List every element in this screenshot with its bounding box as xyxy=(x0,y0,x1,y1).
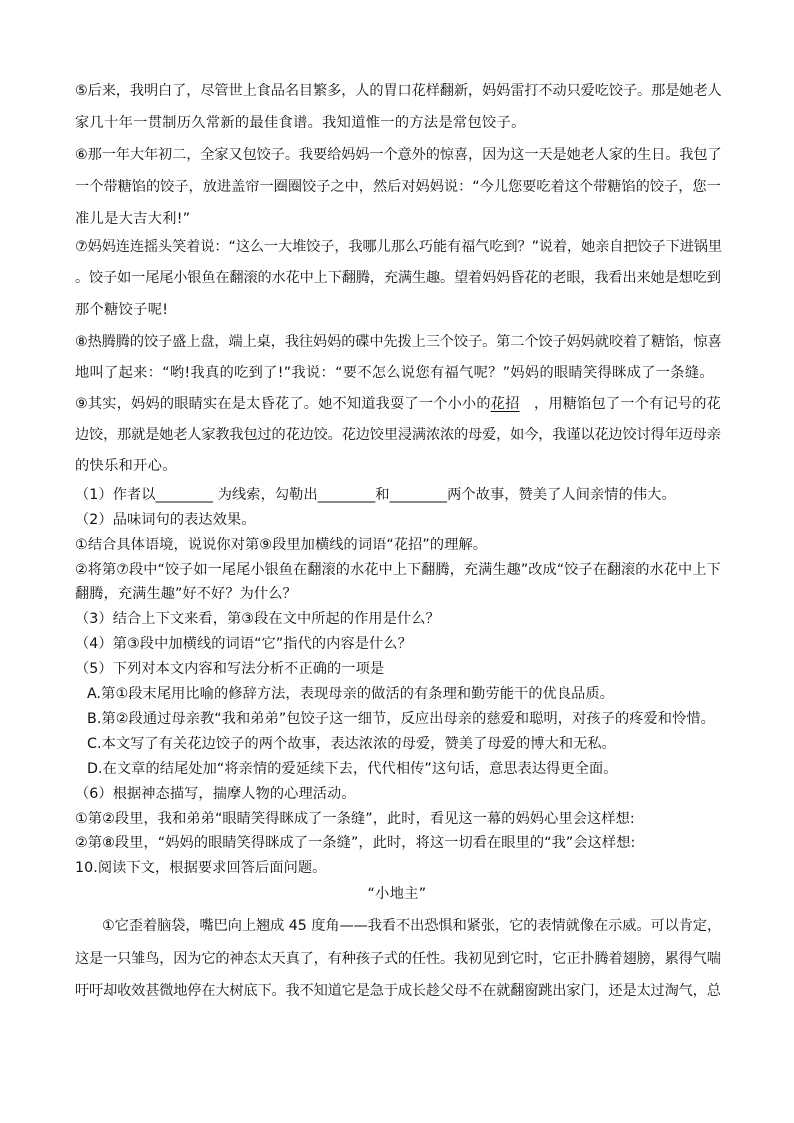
section-10-line-3: 吁吁却收效甚微地停在大树底下。我不知道它是急于成长趁父母不在就翻窗跳出家门，还是太过淘气，总 xyxy=(75,983,721,999)
question-2-part-2-line-2: 翻腾，充满生趣”好不好？为什么？ xyxy=(75,586,297,602)
paragraph-6-line-3: 准儿是大吉大利!” xyxy=(75,211,191,227)
paragraph-9-line-3: 的快乐和开心。 xyxy=(75,458,177,474)
section-10-title: “小地主” xyxy=(367,886,427,902)
section-10-intro: 10.阅读下文，根据要求回答后面问题。 xyxy=(75,860,327,876)
paragraph-9-line-1 xyxy=(75,394,721,414)
question-5-option-c: C.本文写了有关花边饺子的两个故事，表达浓浓的母爱，赞美了母爱的博大和无私。 xyxy=(87,736,616,752)
question-6-part-1: ①第②段里，我和弟弟“眼睛笑得眯成了一条缝”，此时，看见这一幕的妈妈心里会这样想: xyxy=(75,811,635,827)
paragraph-9-line-1-end: ，用糖馅包了一个有记号的花 xyxy=(519,396,721,412)
question-6: （6）根据神态描写，揣摩人物的心理活动。 xyxy=(75,786,356,802)
question-5-option-a: A.第①段末尾用比喻的修辞方法，表现母亲的做活的有条理和勤劳能干的优良品质。 xyxy=(87,686,615,702)
paragraph-9-line-2: 边饺，那就是她老人家教我包过的花边饺。花边饺里浸满浓浓的母爱，如今，我谨以花边饺讨得年迈母亲 xyxy=(75,427,721,443)
question-2-part-2-line-1: ②将第⑦段中“饺子如一尾尾小银鱼在翻滚的水花中上下翻腾，充满生趣”改成“饺子在翻滚的水花中上下 xyxy=(75,562,721,578)
question-6-part-2: ②第⑧段里，“妈妈的眼睛笑得眯成了一条缝”，此时，将这一切看在眼里的“我”会这样想: xyxy=(75,835,636,851)
paragraph-8-line-2: 地叫了起来：“哟!我真的吃到了!”我说：“要不怎么说您有福气呢？”妈妈的眼睛笑得眯成了一条缝。 xyxy=(75,365,714,381)
section-10-line-2: 这是一只雏鸟，因为它的神态太天真了，有种孩子式的任性。我初见到它时，它正扑腾着翅膀，累得气喘 xyxy=(75,951,721,967)
question-4: （4）第③段中加横线的词语“它”指代的内容是什么？ xyxy=(75,636,412,652)
question-5-option-b: B.第②段通过母亲教“我和弟弟”包饺子这一细节，反应出母亲的慈爱和聪明，对孩子的疼爱和怜惜。 xyxy=(87,711,715,727)
paragraph-5-line-2: 家几十年一贯制历久常新的最佳食谱。我知道惟一的方法是常包饺子。 xyxy=(75,115,526,131)
paragraph-6-line-1: ⑥那一年大年初二，全家又包饺子。我要给妈妈一个意外的惊喜，因为这一天是她老人家的生日。我包了 xyxy=(75,147,722,163)
question-5: （5）下列对本文内容和写法分析不正确的一项是 xyxy=(75,661,385,677)
question-5-option-d: D.在文章的结尾处加“将亲情的爱延续下去，代代相传”这句话，意思表达得更全面。 xyxy=(87,761,618,777)
paragraph-7-line-2: 。饺子如一尾尾小银鱼在翻滚的水花中上下翻腾，充满生趣。望着妈妈昏花的老眼，我看出来她是想吃到 xyxy=(75,270,721,286)
paragraph-8-line-1: ⑧热腾腾的饺子盛上盘，端上桌，我往妈妈的碟中先拨上三个饺子。第二个饺子妈妈就咬着了糖馅，惊喜 xyxy=(75,334,722,350)
paragraph-5-line-1: ⑤后来，我明白了，尽管世上食品名目繁多，人的胃口花样翻新，妈妈雷打不动只爱吃饺子。那是她老人 xyxy=(75,83,722,99)
paragraph-7-line-1: ⑦妈妈连连摇头笑着说：“这么一大堆饺子，我哪儿那么巧能有福气吃到？”说着，她亲自把饺子下进锅里 xyxy=(75,239,722,255)
paragraph-9-line-1-start: ⑨其实，妈妈的眼睛实在是太昏花了。她不知道我耍了一个小小的 xyxy=(75,396,491,412)
question-3: （3）结合上下文来看，第③段在文中所起的作用是什么？ xyxy=(75,611,440,627)
question-2: （2）品味词句的表达效果。 xyxy=(75,512,256,528)
section-10-line-1: ①它歪着脑袋，嘴巴向上翘成 45 度角——我看不出恐惧和紧张，它的表情就像在示威。可以肯定， xyxy=(102,918,722,934)
paragraph-6-line-2: 一个带糖馅的饺子，放进盖帘一圈圈饺子之中，然后对妈妈说：“今儿您要吃着这个带糖馅的饺子，您一 xyxy=(75,179,721,195)
underlined-word-huazhao: 花招 xyxy=(490,396,520,412)
paragraph-7-line-3: 那个糖饺子呢! xyxy=(75,302,169,318)
question-2-part-1: ①结合具体语境，说说你对第⑨段里加横线的词语“花招”的理解。 xyxy=(75,537,488,553)
question-1: （1）作者以________ 为线索，勾勒出________和________两个故事，赞美了人间亲情的伟大。 xyxy=(75,487,676,503)
